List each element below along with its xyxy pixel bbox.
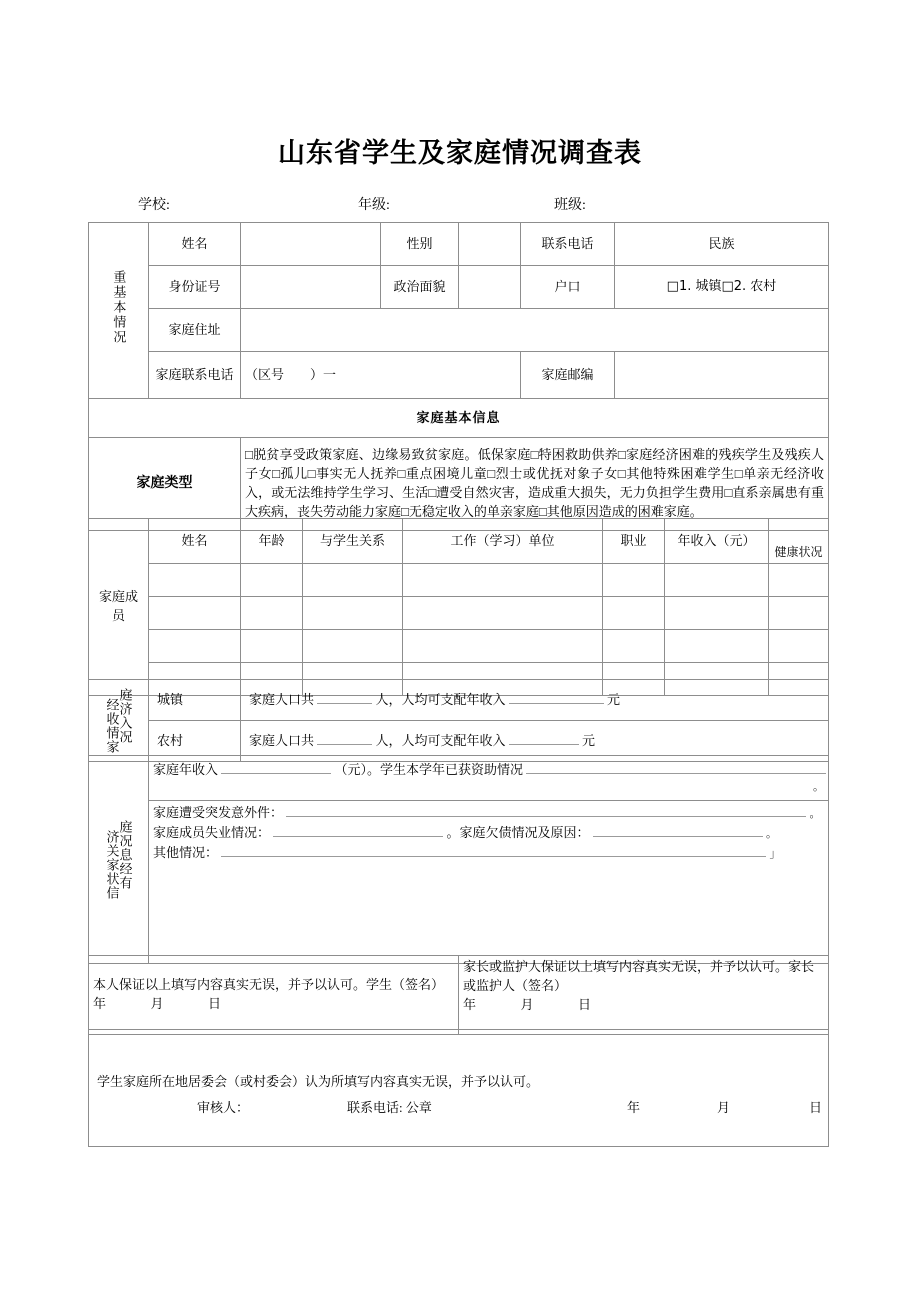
family-type-options[interactable]: □脱贫享受政策家庭、边缘易致贫家庭。低保家庭□特困救助供养□家庭经济困难的残疾学生及残疾人子女□孤儿□事实无人抚养□重点困境儿童□烈士或优抚对象子女□其他特殊困难学生□单亲无经济收入，或无法维持学生学习、生活□遭受自然灾害，造成重大损失，无力负担学生费用□直系亲属患有重大疾病，丧失劳动能力家庭□无稳定收入的单亲家庭□其他原因造成的困难家庭。: [241, 438, 829, 531]
urban-text-a: 家庭人口共: [249, 692, 315, 708]
rural-label: 农村: [149, 721, 241, 762]
accident-label: 家庭遭受突发意外件：: [153, 805, 284, 820]
verification-date-year: 年: [627, 1100, 641, 1116]
other-situation-blank[interactable]: [221, 843, 766, 857]
table-row-address: [89, 309, 829, 352]
col-header-name: 姓名: [149, 519, 241, 564]
family-members-side-label-text: 家庭成员: [98, 589, 138, 623]
verification-date-day: 日: [809, 1100, 823, 1116]
other-situation-line[interactable]: [153, 843, 824, 863]
economic-lines-row: [89, 801, 829, 964]
cell-relation[interactable]: [303, 564, 403, 597]
id-input-cell[interactable]: [241, 266, 381, 309]
cell-name[interactable]: [149, 564, 241, 597]
rural-text-b: 人，人均可支配年收入: [375, 733, 506, 749]
annual-income-blank[interactable]: [221, 760, 331, 774]
urban-text-b: 人，人均可支配年收入: [375, 692, 506, 708]
cell-name[interactable]: [149, 597, 241, 630]
political-status-input-cell[interactable]: [459, 266, 521, 309]
income-side-label-left: 经收情家: [104, 697, 120, 754]
verification-date-month: 月: [717, 1100, 731, 1116]
signatures-table: [88, 955, 829, 1035]
col-header-workplace: 工作（学习）单位: [403, 519, 603, 564]
aid-blank[interactable]: [526, 760, 826, 774]
main-form-table: [88, 222, 829, 531]
cell-income[interactable]: [665, 597, 769, 630]
other-situation-label: 其他情况：: [153, 844, 219, 860]
cell-age[interactable]: [241, 630, 303, 663]
student-date-day: 日: [208, 996, 222, 1011]
economic-detail-lines[interactable]: [149, 801, 829, 964]
side-label-text: 重基本情况: [111, 270, 127, 346]
cell-name[interactable]: [149, 630, 241, 663]
student-signature-cell[interactable]: [89, 956, 459, 1035]
economic-details-side-label: [89, 756, 149, 964]
cell-age[interactable]: [241, 564, 303, 597]
economic-side-label-left: 济关家状信: [104, 829, 120, 900]
rural-percapita-blank[interactable]: [509, 731, 579, 745]
family-phone-value[interactable]: （区号 ）一: [241, 352, 521, 399]
postcode-input-cell[interactable]: [615, 352, 829, 399]
economic-details-table: [88, 755, 829, 964]
family-members-table: [88, 518, 829, 696]
cell-workplace[interactable]: [403, 597, 603, 630]
ethnicity-label: 民族: [615, 223, 829, 266]
verification-cell[interactable]: [89, 1030, 829, 1147]
cell-relation[interactable]: [303, 597, 403, 630]
name-label: 姓名: [149, 223, 241, 266]
table-row: [89, 597, 829, 630]
student-basic-side-label: [89, 223, 149, 399]
urban-income-line[interactable]: [241, 680, 829, 721]
col-header-relation: 与学生关系: [303, 519, 403, 564]
postcode-label: 家庭邮编: [521, 352, 615, 399]
unemployment-line[interactable]: [153, 823, 824, 843]
auditor-label: 审核人：: [197, 1100, 250, 1116]
verification-statement: 学生家庭所在地居委会（或村委会）认为所填写内容真实无误，并予以认可。: [97, 1073, 540, 1089]
gender-input-cell[interactable]: [459, 223, 521, 266]
cell-health[interactable]: [769, 630, 829, 663]
annual-income-label: 家庭年收入: [153, 762, 219, 778]
cell-health[interactable]: [769, 597, 829, 630]
phone-label: 联系电话: [521, 223, 615, 266]
family-type-row: [89, 438, 829, 531]
unemployment-label: 家庭成员失业情况：: [153, 824, 271, 840]
address-input-cell[interactable]: [241, 309, 829, 352]
aid-label: （元）。学生本学年已获资助情况: [334, 762, 524, 778]
family-members-header-row: [89, 519, 829, 564]
political-status-label: 政治面貌: [381, 266, 459, 309]
verification-row: [89, 1030, 829, 1147]
class-label: 班级:: [554, 198, 586, 213]
table-row-id: [89, 266, 829, 309]
cell-income[interactable]: [665, 564, 769, 597]
cell-relation[interactable]: [303, 630, 403, 663]
id-label: 身份证号: [149, 266, 241, 309]
table-row: [89, 630, 829, 663]
contact-phone-seal-label: 联系电话: 公章: [347, 1100, 432, 1116]
family-members-side-label: [89, 519, 149, 696]
economic-line1-row: [89, 756, 829, 801]
line1-end-mark: 。: [813, 780, 824, 793]
cell-age[interactable]: [241, 597, 303, 630]
income-urban-row: [89, 680, 829, 721]
accident-blank[interactable]: [286, 803, 806, 817]
other-end-mark: 」: [769, 847, 781, 860]
guardian-date-year: 年: [463, 996, 477, 1012]
student-date-year: 年: [93, 996, 107, 1011]
rural-text-c: 元: [582, 733, 596, 749]
unemployment-blank[interactable]: [273, 823, 443, 837]
annual-income-line[interactable]: [149, 756, 829, 801]
gender-label: 性别: [381, 223, 459, 266]
col-header-age: 年龄: [241, 519, 303, 564]
school-label: 学校:: [138, 198, 170, 213]
accident-end-mark: 。: [809, 808, 821, 820]
debt-label: 。家庭欠债情况及原因：: [446, 824, 590, 840]
col-header-income: 年收入（元）: [665, 519, 769, 564]
income-side-label-right: 庭济入况: [117, 687, 133, 744]
student-date-month: 月: [150, 996, 164, 1011]
family-info-section-title: 家庭基本信息: [89, 399, 829, 438]
name-input-cell[interactable]: [241, 223, 381, 266]
family-phone-label: 家庭联系电话: [149, 352, 241, 399]
cell-workplace[interactable]: [403, 564, 603, 597]
guardian-date-month: 月: [520, 996, 534, 1012]
student-date[interactable]: [93, 995, 454, 1014]
guardian-declaration: 家长或监护人保证以上填写内容真实无误，并予以认可。家长或监护人（签名）: [463, 959, 815, 993]
signatures-row: [89, 956, 829, 1035]
student-declaration: 本人保证以上填写内容真实无误，并予以认可。学生（签名）: [93, 977, 445, 993]
unemployment-end-mark: 。: [766, 827, 778, 840]
cell-workplace[interactable]: [403, 630, 603, 663]
cell-occupation[interactable]: [603, 564, 665, 597]
economic-side-label-right: 庭况息经有: [117, 819, 133, 890]
cell-occupation[interactable]: [603, 630, 665, 663]
table-row-name: [89, 223, 829, 266]
verification-fields[interactable]: [97, 1099, 823, 1119]
page-title: 山东省学生及家庭情况调查表: [278, 138, 642, 168]
address-label: 家庭住址: [149, 309, 241, 352]
guardian-signature-cell[interactable]: [459, 956, 829, 1035]
urban-population-blank[interactable]: [317, 690, 372, 704]
family-info-header-row: [89, 399, 829, 438]
table-row-family-phone: [89, 352, 829, 399]
urban-text-c: 元: [607, 692, 621, 708]
hukou-options[interactable]: □1. 城镇□2. 农村: [615, 266, 829, 309]
rural-text-a: 家庭人口共: [249, 733, 315, 749]
family-income-table: [88, 679, 829, 762]
grade-label: 年级:: [358, 198, 390, 213]
family-type-label: 家庭类型: [89, 438, 241, 531]
table-row: [89, 564, 829, 597]
debt-blank[interactable]: [593, 823, 763, 837]
hukou-label: 户口: [521, 266, 615, 309]
cell-occupation[interactable]: [603, 597, 665, 630]
cell-income[interactable]: [665, 630, 769, 663]
accident-line[interactable]: [153, 803, 824, 823]
col-header-occupation: 职业: [603, 519, 665, 564]
urban-label: 城镇: [149, 680, 241, 721]
cell-health[interactable]: [769, 564, 829, 597]
verification-table: [88, 1029, 829, 1147]
rural-population-blank[interactable]: [317, 731, 372, 745]
col-header-health: 健康状况: [769, 519, 829, 564]
urban-percapita-blank[interactable]: [509, 690, 604, 704]
family-income-side-label: [89, 680, 149, 762]
guardian-date[interactable]: [463, 996, 824, 1015]
guardian-date-day: 日: [578, 996, 592, 1012]
